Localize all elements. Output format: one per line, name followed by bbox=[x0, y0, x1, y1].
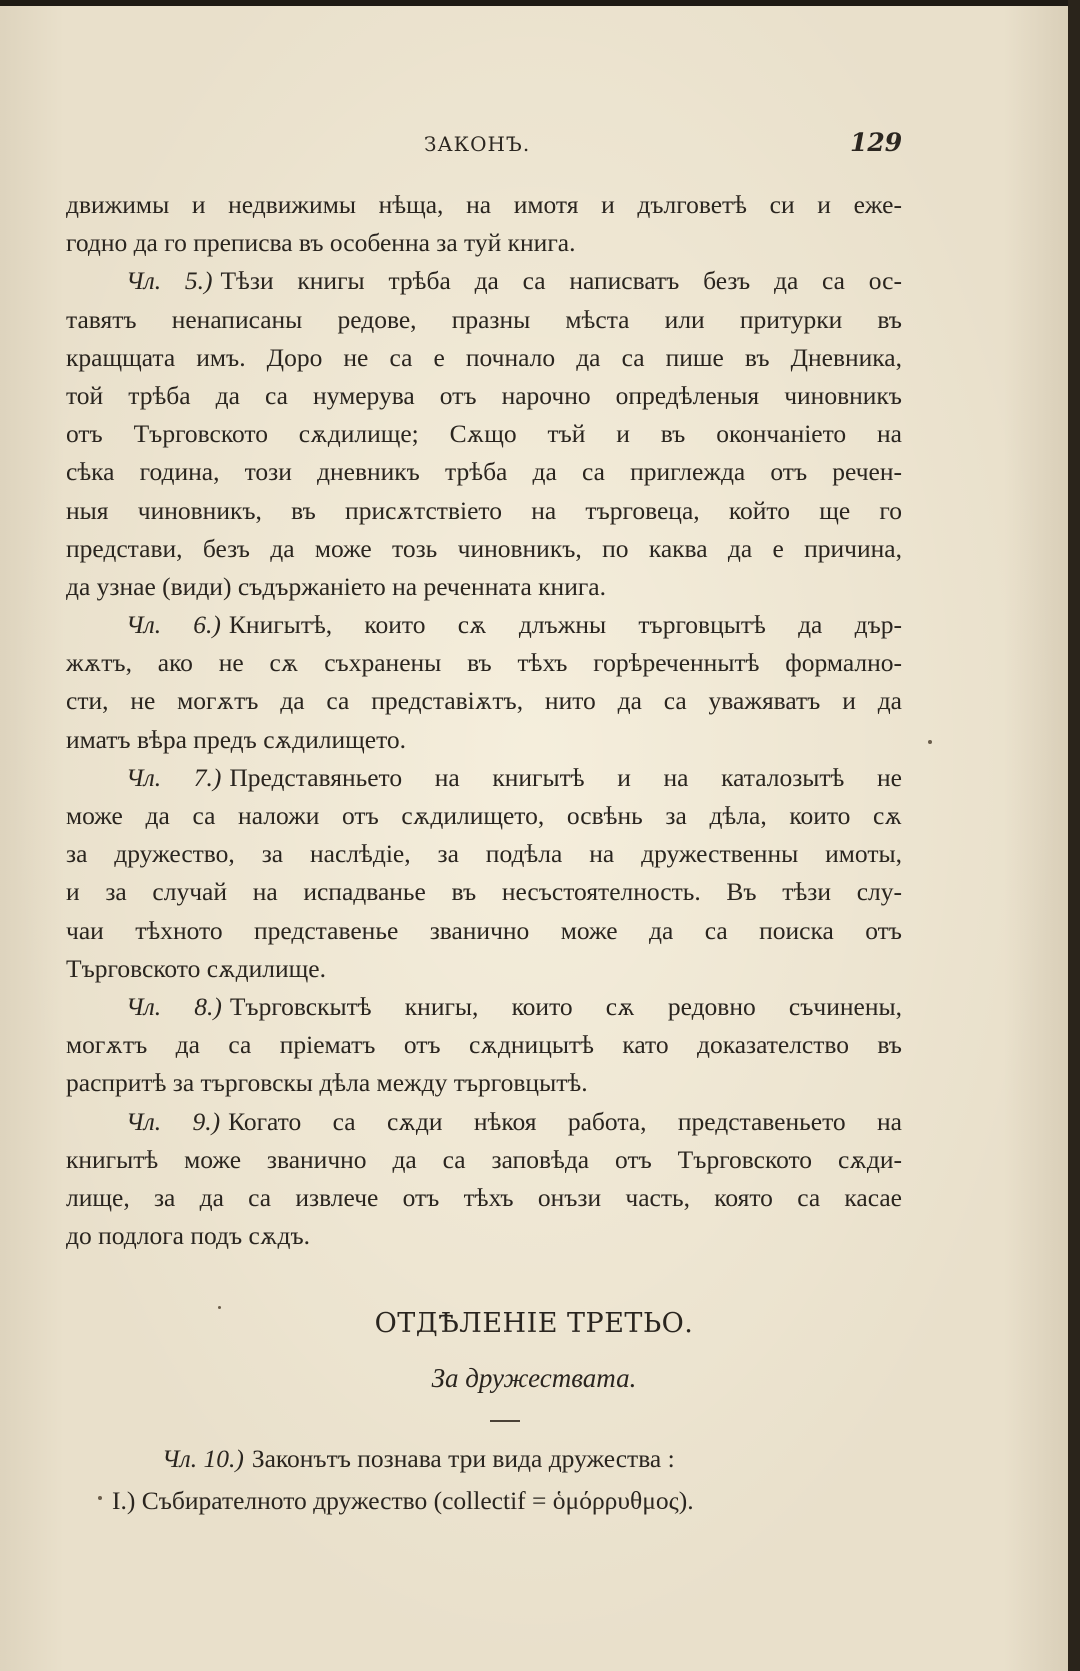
paragraph bbox=[66, 186, 902, 262]
text-line: иматъ вѣра предъ сѫдилището. bbox=[66, 724, 407, 754]
text-line: кращщата имъ. Доро не са е почнало да са пише въ Дневника, bbox=[66, 342, 902, 372]
running-header bbox=[0, 128, 1068, 168]
paper-speck bbox=[98, 1496, 102, 1500]
text-line bbox=[66, 606, 902, 644]
book-page bbox=[0, 6, 1068, 1671]
text-line: да узнае (види) съдържанiето на реченната книга. bbox=[66, 571, 606, 601]
article-number: Чл. 9.) bbox=[126, 1106, 221, 1136]
text-line: чаи тѣхното представенье званично може да са поиска отъ bbox=[66, 915, 902, 945]
text-line: жѫтъ, ако не сѫ съхранены въ тѣхъ горѣреченнытѣ формално- bbox=[66, 648, 902, 678]
section-heading: ОТДѢЛЕНIЕ ТРЕТЬО. bbox=[374, 1308, 694, 1339]
text-line: тавятъ ненаписаны редове, празны мѣста или притурки въ bbox=[66, 304, 902, 334]
page-edge bbox=[1068, 0, 1080, 1671]
text-line: I.) Събирателното дружество (collectif = ὁμόρρυθμος). bbox=[112, 1486, 694, 1515]
text-line-content: Търговскытѣ книгы, които сѫ редовно съчинены, bbox=[229, 991, 902, 1021]
text-line: и за случай на испадванье въ несъстоятелность. Въ тѣзи слу- bbox=[66, 877, 902, 907]
article-5 bbox=[66, 262, 902, 606]
divider-rule bbox=[490, 1420, 520, 1422]
text-line: книгытѣ може званично да са заповѣда отъ Търговското сѫди- bbox=[66, 1144, 902, 1174]
body-text bbox=[66, 186, 902, 1255]
article-number: Чл. 10.) bbox=[162, 1444, 244, 1473]
text-line: распритѣ за търговскы дѣла между търговцытѣ. bbox=[66, 1068, 588, 1098]
text-line-content: Законътъ познава три вида дружества : bbox=[251, 1444, 675, 1473]
text-line-content: Когато са сѫди нѣкоя работа, представеньето на bbox=[228, 1106, 903, 1136]
article-9 bbox=[66, 1103, 902, 1256]
text-line: сѣка година, този дневникъ трѣба да са приглежда отъ речен- bbox=[66, 457, 902, 487]
text-line: сти, не могѫтъ да са представiѫтъ, нито да са уважяватъ и да bbox=[66, 686, 902, 716]
article-7 bbox=[66, 759, 902, 988]
paper-speck bbox=[928, 740, 932, 744]
section-subtitle: За дружествата. bbox=[431, 1363, 637, 1393]
text-line: Търговското сѫдилище. bbox=[66, 953, 326, 983]
article-number: Чл. 5.) bbox=[126, 266, 213, 296]
text-line: представи, безъ да може тозь чиновникъ, по каква да е причина, bbox=[66, 533, 902, 563]
text-line: той трѣба да са нумерува отъ нарочно опредѣленыя чиновникъ bbox=[66, 380, 902, 410]
text-line bbox=[66, 988, 902, 1026]
text-line: движимы и недвижимы нѣща, на имотя и дълговетѣ си и еже- bbox=[66, 190, 902, 219]
article-6 bbox=[66, 606, 902, 759]
text-line bbox=[66, 262, 902, 300]
article-number: Чл. 6.) bbox=[126, 610, 221, 640]
text-line-content: Представяньето на книгытѣ и на каталозытѣ не bbox=[229, 762, 902, 792]
article-8 bbox=[66, 988, 902, 1103]
text-line: лище, за да са извлече отъ тѣхъ онъзи часть, която са касае bbox=[66, 1182, 902, 1212]
text-line: може да са наложи отъ сѫдилището, освѣнь за дѣла, които сѫ bbox=[66, 801, 902, 830]
article-10 bbox=[112, 1438, 912, 1522]
page-number: 129 bbox=[850, 128, 903, 157]
text-line: годно да го преписва въ особенна за туй книга. bbox=[66, 228, 576, 258]
article-number: Чл. 8.) bbox=[126, 991, 222, 1021]
text-line-content: Тѣзи книгы трѣба да са написватъ безъ да са ос- bbox=[220, 266, 902, 296]
text-line: отъ Търговското сѫдилище; Сѫщо тъй и въ окончанiето на bbox=[66, 419, 902, 449]
text-line-content: Книгытѣ, които сѫ длъжны търговцытѣ да дър- bbox=[228, 610, 902, 640]
text-line: ныя чиновникъ, въ присѫтствiето на търговеца, който ще го bbox=[66, 495, 902, 525]
running-title: ЗАКОНЪ. bbox=[424, 132, 531, 156]
text-line: за дружество, за наслѣдiе, за подѣла на дружественны имоты, bbox=[66, 839, 902, 869]
paper-speck bbox=[218, 1306, 221, 1309]
article-number: Чл. 7.) bbox=[126, 762, 222, 792]
text-line: до подлога подъ сѫдъ. bbox=[66, 1221, 311, 1251]
text-line bbox=[66, 759, 902, 797]
text-line bbox=[66, 1103, 902, 1141]
text-line: могѫтъ да са прiематъ отъ сѫдницытѣ като доказателство въ bbox=[66, 1030, 902, 1060]
text-line bbox=[112, 1438, 912, 1480]
